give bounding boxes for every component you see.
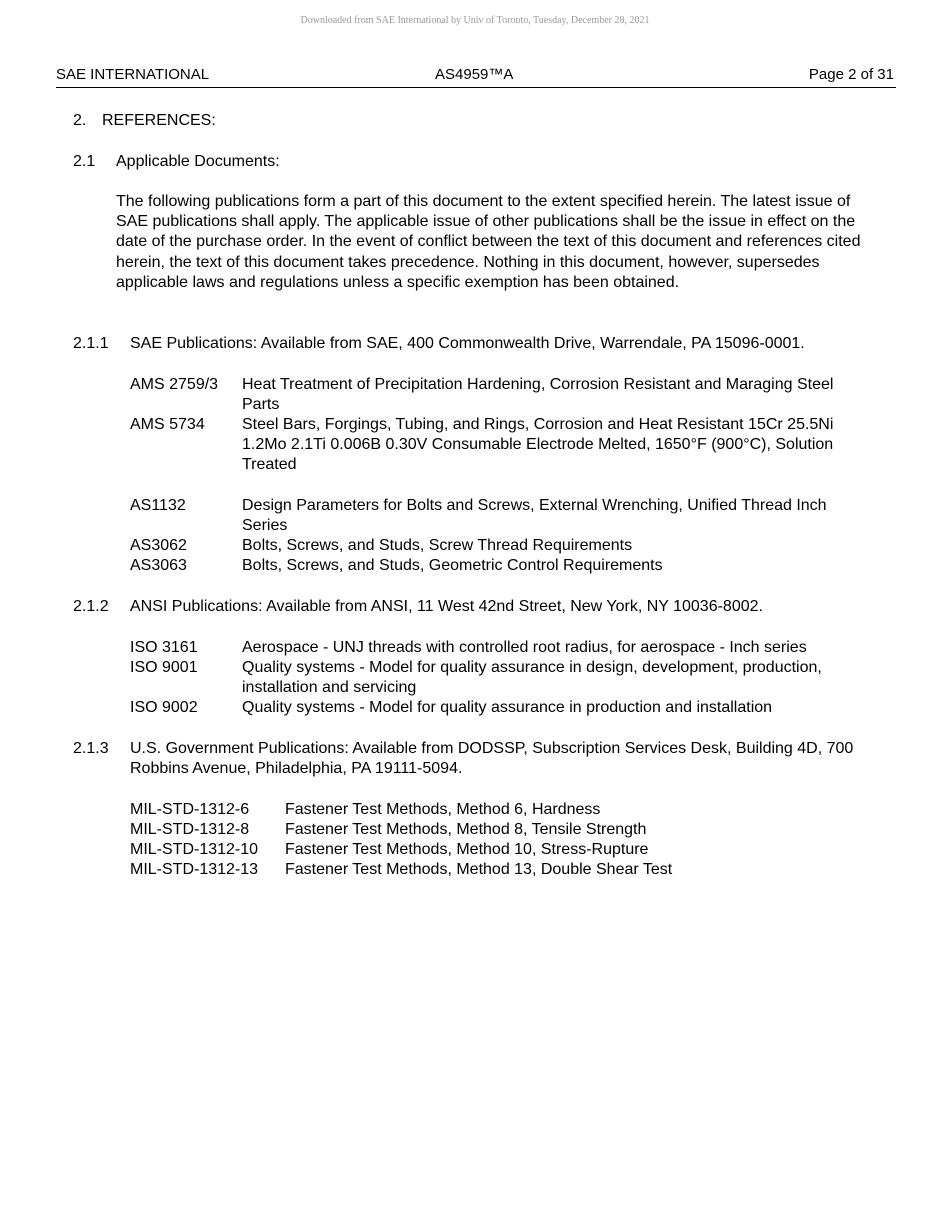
reference-code: ISO 9001 — [130, 659, 198, 676]
reference-title: Fastener Test Methods, Method 13, Double Shear Test — [285, 861, 673, 878]
section-2-1-3-text: U.S. Government Publications: Available from DODSSP, Subscription Services Desk, Building 4D, 700 Robbins Avenue, Philadelphia, PA 19111-5094. — [130, 740, 854, 778]
header-organization: SAE INTERNATIONAL — [56, 66, 210, 83]
reference-title: Bolts, Screws, and Studs, Screw Thread Requirements — [242, 537, 633, 554]
section-2-1-2-number: 2.1.2 — [73, 598, 109, 615]
section-2-1-1-number: 2.1.1 — [73, 335, 109, 352]
section-2-1-2-text: ANSI Publications: Available from ANSI, 11 West 42nd Street, New York, NY 10036-8002. — [130, 598, 763, 615]
header-divider — [56, 87, 896, 88]
reference-title: Fastener Test Methods, Method 8, Tensile Strength — [285, 821, 647, 838]
reference-code: MIL-STD-1312-13 — [130, 861, 259, 878]
section-2-1-1-text: SAE Publications: Available from SAE, 400 Commonwealth Drive, Warrendale, PA 15096-0001. — [130, 335, 805, 352]
section-2-title: REFERENCES: — [102, 112, 216, 129]
reference-code: AS1132 — [130, 497, 186, 514]
reference-title: Bolts, Screws, and Studs, Geometric Control Requirements — [242, 557, 663, 574]
reference-code: ISO 3161 — [130, 639, 198, 656]
header-document-number: AS4959™A — [435, 66, 514, 83]
reference-title: Fastener Test Methods, Method 6, Hardness — [285, 801, 601, 818]
download-watermark: Downloaded from SAE International by Univ of Toronto, Tuesday, December 28, 2021 — [300, 15, 650, 26]
reference-title: Quality systems - Model for quality assurance in production and installation — [242, 699, 773, 716]
section-2-1-number: 2.1 — [73, 153, 96, 170]
reference-code: AS3063 — [130, 557, 187, 574]
reference-title: Aerospace - UNJ threads with controlled root radius, for aerospace - Inch series — [242, 639, 807, 656]
section-2-number: 2. — [73, 112, 87, 129]
header-page-number: Page 2 of 31 — [808, 66, 894, 83]
reference-code: ISO 9002 — [130, 699, 198, 716]
reference-code: MIL-STD-1312-8 — [130, 821, 250, 838]
reference-code: MIL-STD-1312-10 — [130, 841, 259, 858]
reference-title: Fastener Test Methods, Method 10, Stress-Rupture — [285, 841, 649, 858]
section-2-heading — [73, 111, 216, 131]
section-2-1-heading — [73, 152, 280, 172]
section-2-1-title: Applicable Documents: — [116, 153, 280, 170]
reference-code: AS3062 — [130, 537, 187, 554]
reference-title: Design Parameters for Bolts and Screws, External Wrenching, Unified Thread Inch Series — [242, 497, 827, 535]
section-2-1-3-number: 2.1.3 — [73, 740, 109, 757]
reference-title: Steel Bars, Forgings, Tubing, and Rings, Corrosion and Heat Resistant 15Cr 25.5Ni 1.2Mo 2.1Ti 0.006B 0.30V Consumable Electrode Melted, 1650°F (900°C), Solution Treated — [242, 416, 834, 474]
reference-code: AMS 2759/3 — [130, 376, 219, 393]
reference-title: Heat Treatment of Precipitation Hardening, Corrosion Resistant and Maraging Steel Parts — [242, 376, 834, 414]
reference-code: AMS 5734 — [130, 416, 205, 433]
section-2-1-paragraph: The following publications form a part of this document to the extent specified herein. The latest issue of SAE publications shall apply. The applicable issue of other publications shall be the issue in effect on the date of the purchase order. In the event of conflict between the text of this document and references cited herein, the text of this document takes precedence. Nothing in this document, however, supersedes applicable laws and regulations unless a specific exemption has been obtained. — [116, 193, 861, 291]
reference-code: MIL-STD-1312-6 — [130, 801, 250, 818]
reference-title: Quality systems - Model for quality assurance in design, development, production, installation and servicing — [242, 659, 822, 697]
